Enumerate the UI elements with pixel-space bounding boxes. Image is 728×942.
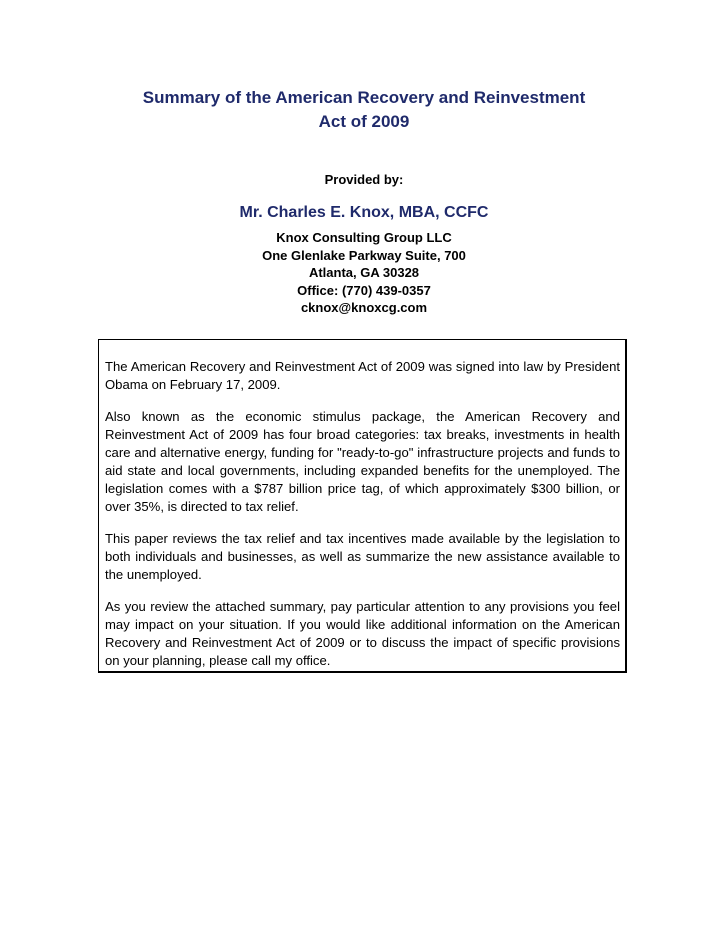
summary-paragraph-4: As you review the attached summary, pay particular attention to any provisions you feel may impact on your situation. If you would like additional information on the American Recovery and Reinvestment Act of 2009 or to discuss the impact of specific provisions on your planning, please call my office. <box>105 599 620 668</box>
document-title-line-1: Summary of the American Recovery and Reinvestment <box>142 88 586 107</box>
summary-paragraph-2: Also known as the economic stimulus package, the American Recovery and Reinvestment Act of 2009 has four broad categories: tax breaks, investments in health care and alternative energy, funding for "ready-to-go" infrastructure projects and funds to aid state and local governments, including expanded benefits for the unemployed. The legislation comes with a $787 billion price tag, of which approximately $300 billion, or over 35%, is directed to tax relief. <box>105 409 620 514</box>
author-name: Mr. Charles E. Knox, MBA, CCFC <box>239 204 489 221</box>
summary-paragraph-3: This paper reviews the tax relief and tax incentives made available by the legislation to both individuals and businesses, as well as summarize the new assistance available to the unemployed. <box>105 531 620 582</box>
email-address: cknox@knoxcg.com <box>300 300 428 315</box>
address-line-1: One Glenlake Parkway Suite, 700 <box>262 247 466 263</box>
summary-text <box>105 358 620 684</box>
document-title <box>100 86 628 134</box>
address-line-2: Atlanta, GA 30328 <box>308 265 420 280</box>
office-phone: Office: (770) 439-0357 <box>297 282 431 298</box>
provided-by-label: Provided by: <box>324 172 404 187</box>
document-title-line-2: Act of 2009 <box>318 112 410 131</box>
summary-box <box>98 339 627 673</box>
company-name: Knox Consulting Group LLC <box>276 230 452 245</box>
summary-paragraph-1: The American Recovery and Reinvestment Act of 2009 was signed into law by President Obama on February 17, 2009. <box>105 359 620 392</box>
contact-block <box>0 229 728 317</box>
